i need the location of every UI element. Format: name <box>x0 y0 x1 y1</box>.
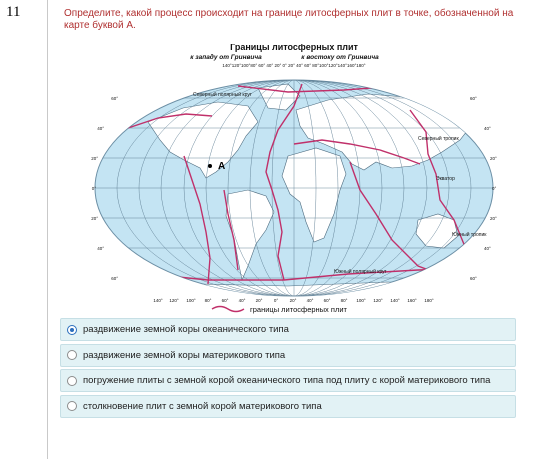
lon-bottom-4: 80° <box>204 298 212 303</box>
lat-left-40s: 40° <box>97 246 104 251</box>
map-top-longitudes: 140°120°100°80° 60° 40° 20° 0° 20° 40° 60° 80°100°120°140°160°180° <box>222 63 366 68</box>
lat-right-20s: 20° <box>490 216 497 221</box>
plate-boundaries-map <box>88 44 500 316</box>
question-number-cell <box>0 0 48 459</box>
lon-bottom-11: 60° <box>323 298 331 303</box>
lon-bottom-14: 120° <box>373 298 383 303</box>
lon-bottom-17: 180° <box>424 298 434 303</box>
equator-label: Экватор <box>436 176 455 182</box>
answer-option-4[interactable] <box>60 395 516 418</box>
question-number: 11 <box>6 4 21 20</box>
lon-bottom-16: 160° <box>407 298 417 303</box>
answer-options <box>60 318 516 420</box>
answer-label: раздвижение земной коры океанического типа <box>83 324 289 335</box>
lon-bottom-6: 40° <box>238 298 246 303</box>
lon-bottom-5: 60° <box>221 298 229 303</box>
lat-left-40n: 40° <box>97 126 104 131</box>
lon-bottom-8: 0° <box>273 298 279 303</box>
radio-button[interactable] <box>67 401 77 411</box>
map-east-label: к востоку от Гринвича <box>301 54 379 61</box>
answer-label: раздвижение земной коры материкового типа <box>83 349 286 361</box>
lat-right-20n: 20° <box>490 156 497 161</box>
map-title: Границы литосферных плит <box>230 44 358 52</box>
lon-bottom-10: 40° <box>306 298 314 303</box>
radio-button[interactable] <box>67 325 77 335</box>
lat-left-60s: 60° <box>111 276 118 281</box>
lon-bottom-2: 120° <box>169 298 179 303</box>
lat-right-40n: 40° <box>484 126 491 131</box>
tropic-south-label: Южный тропик <box>452 232 487 238</box>
radio-button[interactable] <box>67 376 77 386</box>
lon-bottom-15: 140° <box>390 298 400 303</box>
lat-left-20n: 20° <box>91 156 98 161</box>
lat-left-0: 0° <box>91 186 96 191</box>
lon-bottom-7: 20° <box>255 298 263 303</box>
answer-label: погружение плиты с земной корой океанического типа под плиту с корой материкового типа <box>83 375 491 386</box>
lon-bottom-1: 140° <box>153 298 163 303</box>
lon-bottom-9: 20° <box>289 298 297 303</box>
answer-option-2[interactable] <box>60 344 516 367</box>
bottom-longitudes <box>153 298 434 303</box>
legend-text: границы литосферных плит <box>250 305 347 314</box>
lat-left-60n: 60° <box>111 96 118 101</box>
lon-bottom-3: 100° <box>186 298 196 303</box>
antarctic-circle-label: Южный полярный круг <box>334 269 387 275</box>
radio-button[interactable] <box>67 350 77 360</box>
lat-right-60n: 60° <box>470 96 477 101</box>
lon-bottom-12: 80° <box>340 298 348 303</box>
point-a-label: А <box>218 161 226 172</box>
lat-right-0: 0° <box>492 186 497 191</box>
lat-left-20s: 20° <box>91 216 98 221</box>
legend-boundary-symbol <box>212 307 244 312</box>
lon-bottom-13: 100° <box>356 298 366 303</box>
answer-option-1[interactable] <box>60 318 516 341</box>
lat-right-40s: 40° <box>484 246 491 251</box>
arctic-circle-label: Северный полярный круг <box>193 92 252 98</box>
lat-right-60s: 60° <box>470 276 477 281</box>
tropic-north-label: Северный тропик <box>418 136 459 142</box>
answer-label: столкновение плит с земной корой материкового типа <box>83 400 322 412</box>
answer-option-3[interactable] <box>60 369 516 392</box>
map-legend <box>212 305 348 314</box>
question-text: Определите, какой процесс происходит на границе литосферных плит в точке, обозначенной на карте буквой А. <box>64 8 514 31</box>
map-west-label: к западу от Гринвича <box>190 54 262 61</box>
point-a-marker <box>208 164 212 168</box>
